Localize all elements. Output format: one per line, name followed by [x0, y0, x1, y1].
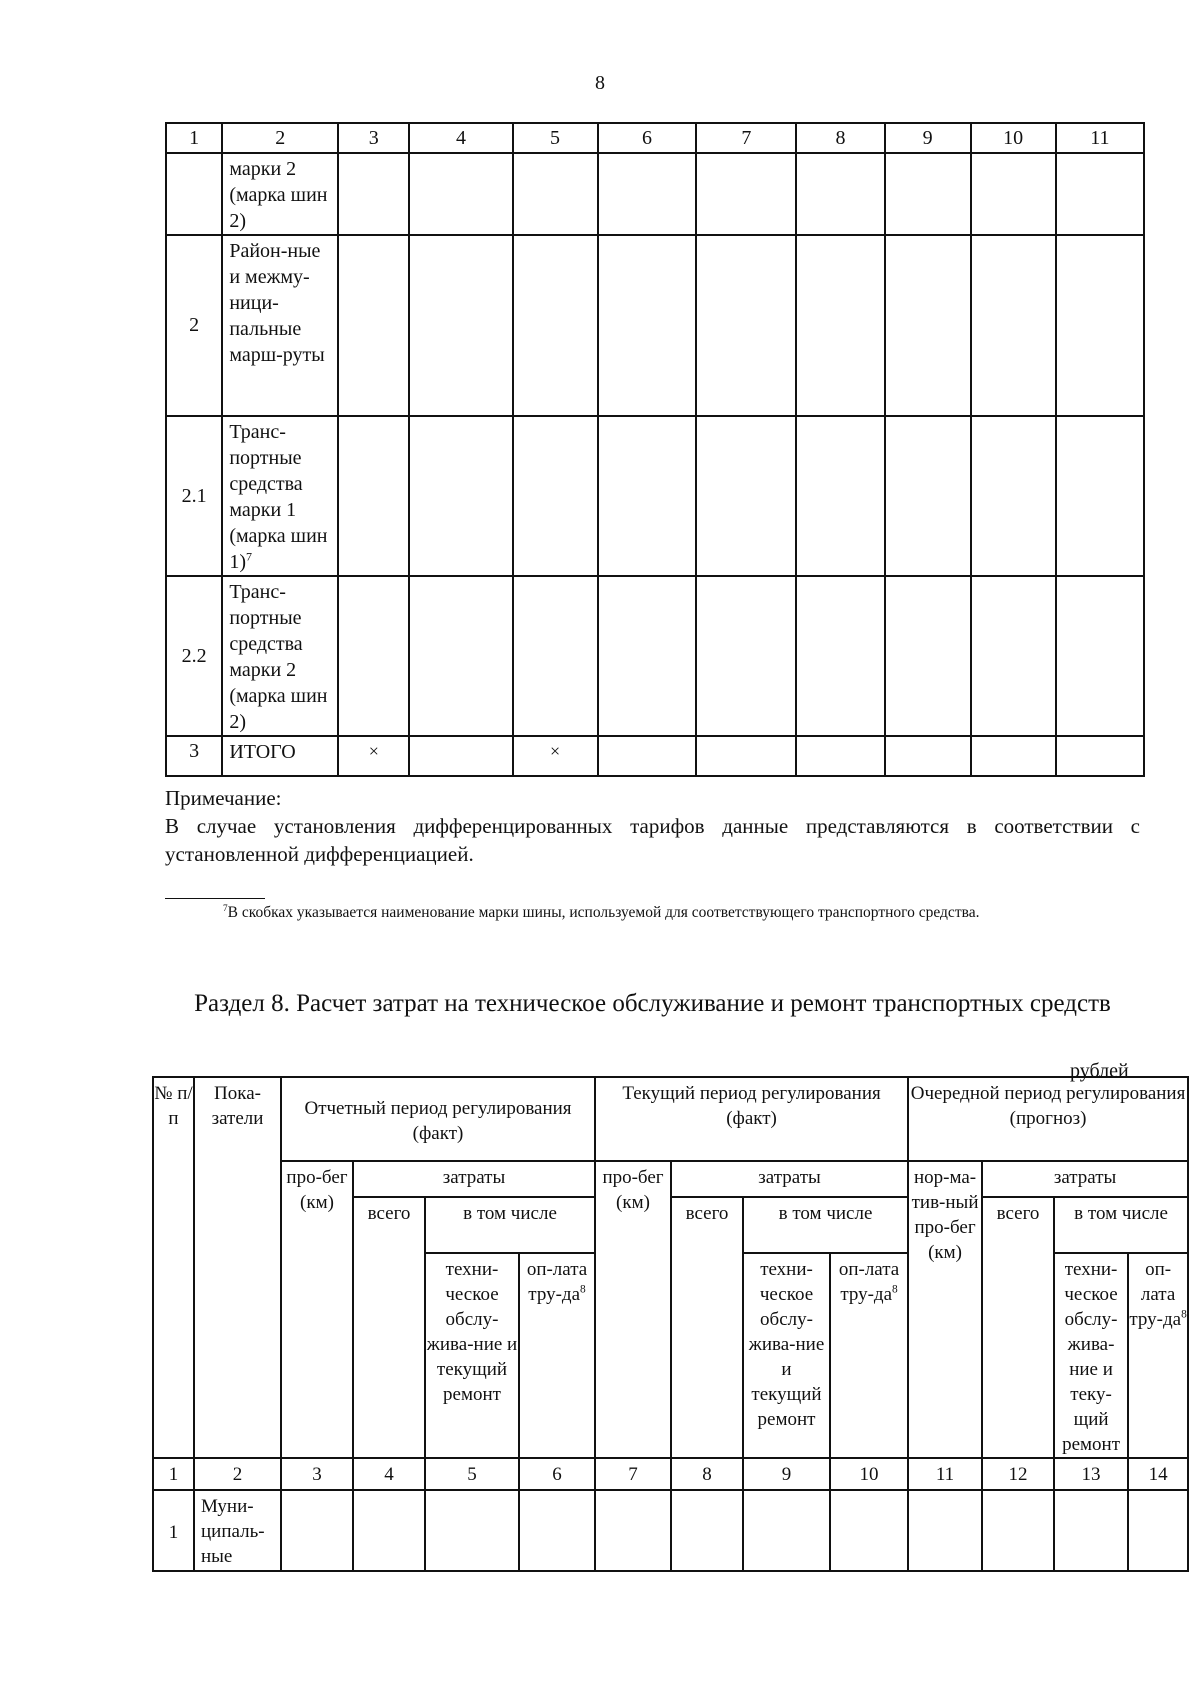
header-mileage: про-бег (км) [595, 1161, 671, 1458]
header-next-period: Очередной период регулирования (прогноз) [908, 1077, 1188, 1161]
row-name [222, 416, 338, 576]
header-costs: затраты [671, 1161, 908, 1197]
header-maintenance: техни-ческое обслу-жива-ние и текущий ремонт [425, 1253, 519, 1458]
column-number: 11 [1056, 123, 1144, 153]
header-norm-mileage: нор-ма-тив-ный про-бег (км) [908, 1161, 982, 1458]
row-name: марки 2 (марка шин 2) [222, 153, 338, 235]
row-name: Муни-ципаль-ные [194, 1490, 281, 1571]
header-mileage: про-бег (км) [281, 1161, 353, 1458]
table-row [166, 235, 1144, 416]
header-labor [830, 1253, 908, 1458]
header-reported-period: Отчетный период регулирования (факт) [281, 1077, 595, 1161]
column-number: 8 [796, 123, 884, 153]
column-number: 13 [1054, 1458, 1128, 1490]
header-current-period: Текущий период регулирования (факт) [595, 1077, 908, 1161]
header-total: всего [353, 1197, 425, 1458]
column-number: 1 [166, 123, 222, 153]
column-number: 7 [696, 123, 796, 153]
column-number: 2 [222, 123, 338, 153]
column-number: 2 [194, 1458, 281, 1490]
footnote-mark: 8 [580, 1283, 586, 1296]
header-number: № п/п [153, 1077, 194, 1458]
header-costs: затраты [353, 1161, 595, 1197]
row-number [166, 153, 222, 235]
column-number: 11 [908, 1458, 982, 1490]
table-header-row [166, 123, 1144, 153]
header-total: всего [982, 1197, 1054, 1458]
column-number: 5 [425, 1458, 519, 1490]
header-maintenance: техни-ческое обслу-жива-ние и текущий ремонт [743, 1253, 830, 1458]
cross-mark: × [513, 736, 598, 776]
column-number: 5 [513, 123, 598, 153]
row-number: 2.2 [166, 576, 222, 736]
header-including: в том числе [1054, 1197, 1188, 1253]
header-including: в том числе [425, 1197, 595, 1253]
column-number: 4 [409, 123, 512, 153]
column-number: 14 [1128, 1458, 1188, 1490]
table-row [166, 153, 1144, 235]
table-row [166, 416, 1144, 576]
note-text: В случае установления дифференцированных тарифов данные представляются в соответствии с установленной дифференциацией. [165, 814, 1140, 866]
table-row [153, 1490, 1188, 1571]
footnote-divider [165, 898, 265, 899]
header-total: всего [671, 1197, 743, 1458]
header-labor-text: оп-лата тру-да [838, 1259, 900, 1305]
section-title: Раздел 8. Расчет затрат на техническое обслуживание и ремонт транспортных средств [194, 990, 1111, 1017]
row-name: ИТОГО [222, 736, 338, 776]
column-number: 6 [598, 123, 697, 153]
header-labor-text: оп-лата тру-да [1129, 1259, 1182, 1330]
footnote [165, 902, 1140, 924]
header-labor [519, 1253, 595, 1458]
row-name: Район-ные и межму-ници-пальные марш-руты [222, 235, 338, 416]
footnote-mark: 8 [892, 1283, 898, 1296]
column-number: 8 [671, 1458, 743, 1490]
row-name-text: Транс-портные средства марки 1 (марка шин 1) [229, 421, 328, 573]
header-indicators: Пока-затели [194, 1077, 281, 1458]
row-number: 2 [166, 235, 222, 416]
cross-mark: × [338, 736, 409, 776]
footnote-mark: 7 [246, 549, 252, 564]
page-number: 8 [595, 72, 605, 94]
column-numbers-row [153, 1458, 1188, 1490]
column-number: 4 [353, 1458, 425, 1490]
column-number: 9 [885, 123, 971, 153]
maintenance-costs-table [152, 1076, 1189, 1572]
column-number: 7 [595, 1458, 671, 1490]
column-number: 1 [153, 1458, 194, 1490]
row-number: 2.1 [166, 416, 222, 576]
header-maintenance: техни-ческое обслу-жива-ние и теку-щий ремонт [1054, 1253, 1128, 1458]
column-number: 12 [982, 1458, 1054, 1490]
row-number: 1 [153, 1490, 194, 1571]
row-name: Транс-портные средства марки 2 (марка шин 2) [222, 576, 338, 736]
tires-table [165, 122, 1145, 777]
footnote-mark: 8 [1181, 1308, 1187, 1321]
column-number: 3 [281, 1458, 353, 1490]
table-row [166, 576, 1144, 736]
header-including: в том числе [743, 1197, 908, 1253]
column-number: 10 [971, 123, 1056, 153]
header-labor-text: оп-лата тру-да [526, 1259, 588, 1305]
column-number: 6 [519, 1458, 595, 1490]
row-number: 3 [166, 736, 222, 776]
header-costs: затраты [982, 1161, 1188, 1197]
column-number: 10 [830, 1458, 908, 1490]
footnote-text: В скобках указывается наименование марки шины, используемой для соответствующего транспортного средства. [227, 904, 980, 921]
column-number: 9 [743, 1458, 830, 1490]
table-row-total [166, 736, 1144, 776]
footnote-number: 7 [223, 903, 228, 914]
note-title: Примечание: [165, 786, 282, 810]
units-label: рублей [1070, 1060, 1129, 1082]
column-number: 3 [338, 123, 409, 153]
header-labor [1128, 1253, 1188, 1458]
